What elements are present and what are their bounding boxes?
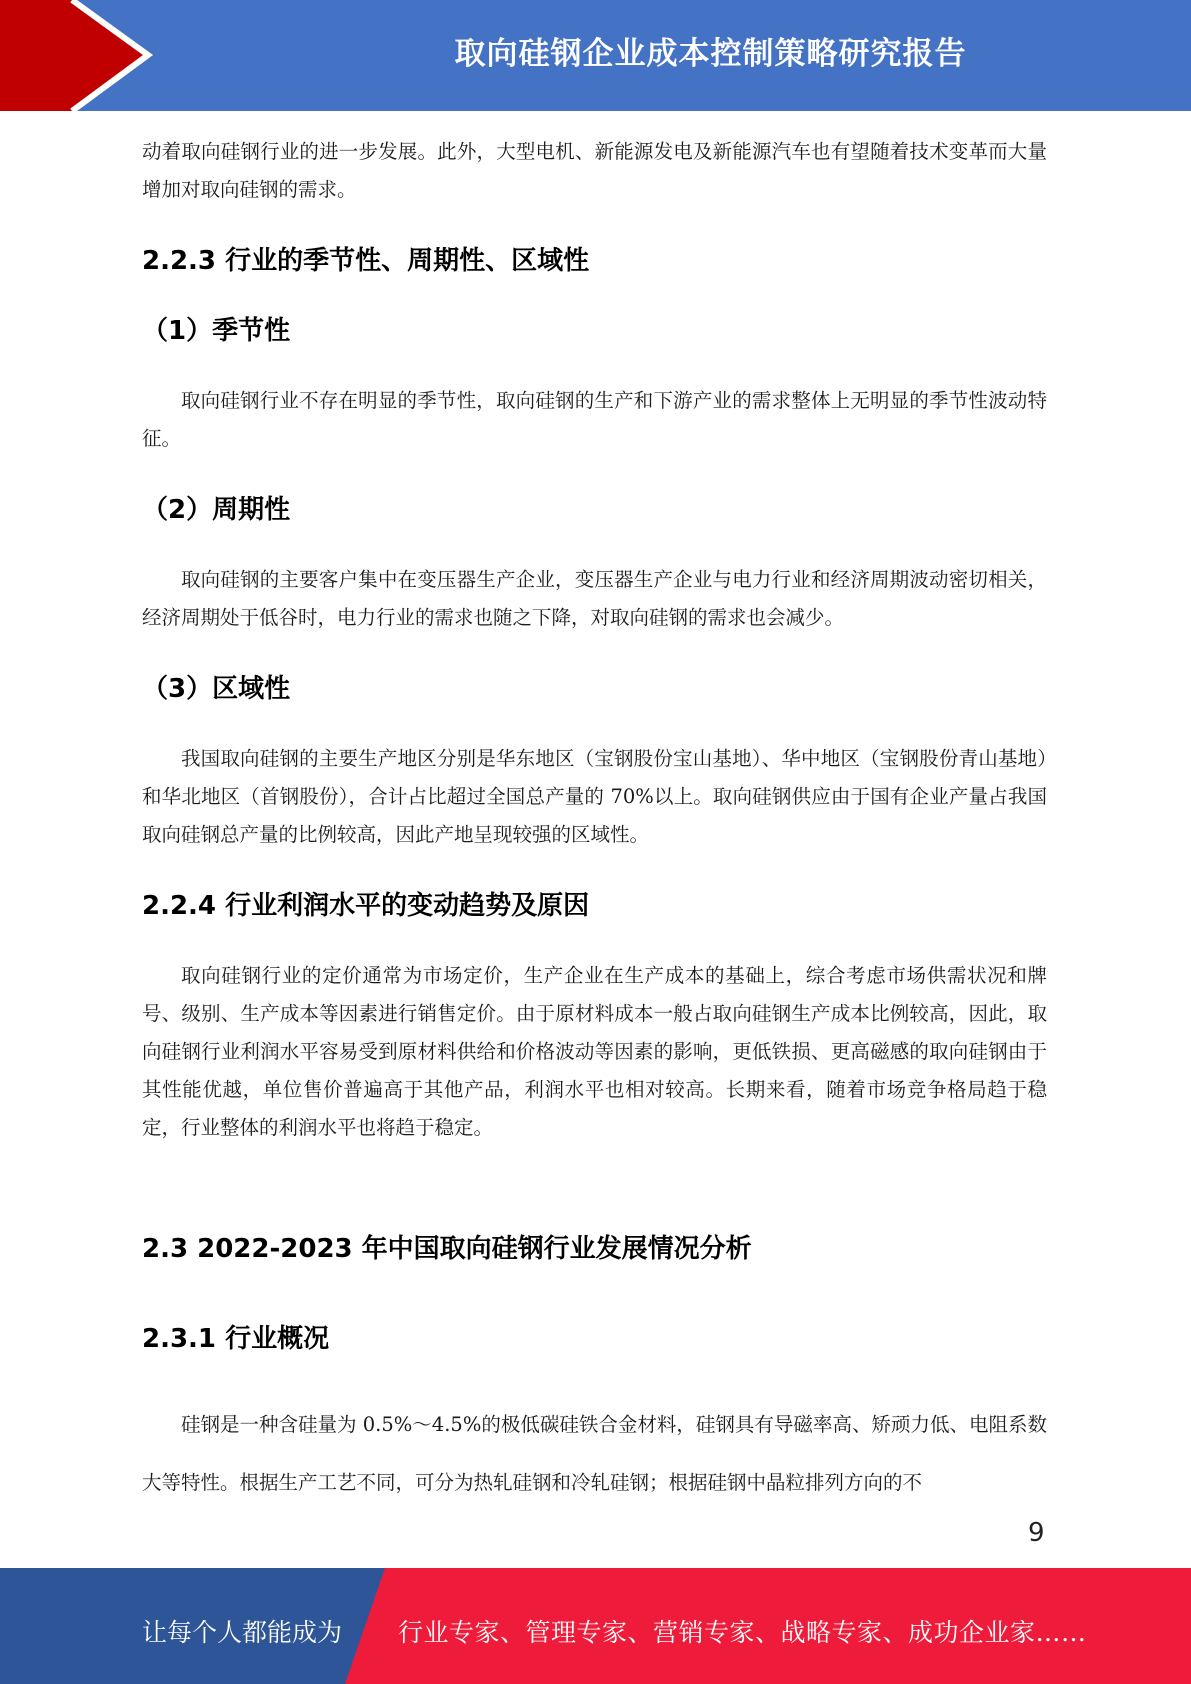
section-heading-2-2-3: 2.2.3 行业的季节性、周期性、区域性	[142, 246, 590, 276]
profit-paragraph: 取向硅钢行业的定价通常为市场定价，生产企业在生产成本的基础上，综合考虑市场供需状况和牌号、级别、生产成本等因素进行销售定价。由于原材料成本一般占取向硅钢生产成本比例较高，因此，取向硅钢行业利润水平容易受到原材料供给和价格波动等因素的影响，更低铁损、更高磁感的取向硅钢由于其性能优越，单位售价普遍高于其他产品，利润水平也相对较高。长期来看，随着市场竞争格局趋于稳定，行业整体的利润水平也将趋于稳定。	[142, 964, 1047, 1139]
cyclical-paragraph: 取向硅钢的主要客户集中在变压器生产企业，变压器生产企业与电力行业和经济周期波动密切相关，经济周期处于低谷时，电力行业的需求也随之下降，对取向硅钢的需求也会减少。	[142, 568, 1047, 629]
footer-slogan-left: 让每个人都能成为	[142, 1618, 343, 1647]
intro-paragraph: 动着取向硅钢行业的进一步发展。此外，大型电机、新能源发电及新能源汽车也有望随着技术变革而大量增加对取向硅钢的需求。	[142, 140, 1047, 201]
page-footer	[0, 1568, 1191, 1684]
footer-slogan-right: 行业专家、管理专家、营销专家、战略专家、成功企业家……	[398, 1618, 1087, 1647]
regional-paragraph: 我国取向硅钢的主要生产地区分别是华东地区（宝钢股份宝山基地）、华中地区（宝钢股份青山基地）和华北地区（首钢股份），合计占比超过全国总产量的 70%以上。取向硅钢供应由于国有企业产量占我国取向硅钢总产量的比例较高，因此产地呈现较强的区域性。	[142, 747, 1047, 846]
seasonal-paragraph: 取向硅钢行业不存在明显的季节性，取向硅钢的生产和下游产业的需求整体上无明显的季节性波动特征。	[142, 389, 1047, 450]
overview-paragraph: 硅钢是一种含硅量为 0.5%～4.5%的极低碳硅铁合金材料，硅钢具有导磁率高、矫顽力低、电阻系数大等特性。根据生产工艺不同，可分为热轧硅钢和冷轧硅钢；根据硅钢中晶粒排列方向的不	[142, 1413, 1047, 1494]
section-heading-2-3-1: 2.3.1 行业概况	[142, 1324, 330, 1354]
subheading-cyclical: （2）周期性	[142, 495, 291, 525]
subheading-seasonal: （1）季节性	[142, 316, 291, 346]
subheading-regional: （3）区域性	[142, 674, 291, 704]
page-header	[0, 0, 1191, 111]
page-number: 9	[1028, 1518, 1045, 1548]
section-heading-2-3: 2.3 2022-2023 年中国取向硅钢行业发展情况分析	[142, 1234, 752, 1264]
section-heading-2-2-4: 2.2.4 行业利润水平的变动趋势及原因	[142, 891, 590, 921]
report-title: 取向硅钢企业成本控制策略研究报告	[454, 36, 967, 72]
